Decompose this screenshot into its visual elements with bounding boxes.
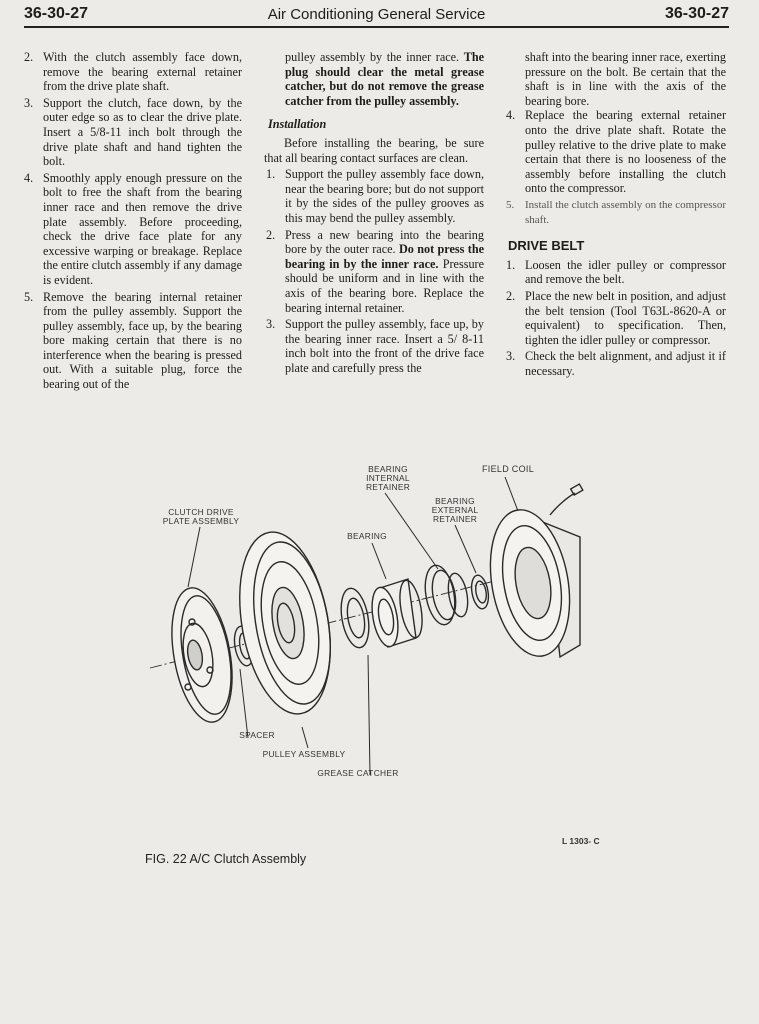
drive-plate-drawing (163, 583, 242, 727)
step-item: 1. Loosen the idler pulley or compressor and remove the belt. (506, 257, 726, 287)
clutch-assembly-figure (140, 455, 610, 795)
page-number-left: 36-30-27 (24, 5, 89, 22)
step-item: 2. With the clutch assembly face down, remove the bearing external retainer from the drive plate shaft. (24, 50, 242, 94)
label-clutch-drive-plate-assembly: CLUTCH DRIVE PLATE ASSEMBLY (162, 507, 240, 526)
step-item: 2. Press a new bearing into the bearing bore by the outer race. Do not press the bearing in by the inner race. Pressure should be uniform and in line with the axis of the bearing bore. Replace the bearing internal retainer. (266, 227, 485, 315)
figure-reference-code: L 1303- C (562, 836, 600, 846)
field-coil-drawing (480, 484, 583, 662)
text-column-1 (22, 50, 242, 394)
installation-steps-continued (504, 108, 726, 227)
grease-catcher-drawing (337, 586, 373, 650)
step-item: 1. Support the pulley assembly face down, near the bearing bore; but do not support it by the sides of the pulley grooves as this may bend the pulley assembly. (266, 167, 484, 225)
step-item: 4. Smoothly apply enough pressure on the bolt to free the shaft from the bearing inner race and then remove the drive plate assembly. Before proceeding, check the drive face plate for any excessive warping or breakage. Replace the entire clutch assembly if any damage is evident. (24, 170, 242, 287)
page-number-right: 36-30-27 (664, 5, 729, 22)
label-bearing: BEARING (347, 531, 387, 541)
figure-caption: FIG. 22 A/C Clutch Assembly (145, 852, 307, 866)
label-spacer: SPACER (239, 730, 275, 740)
label-bearing-internal-retainer: BEARING INTERNAL RETAINER (365, 464, 411, 492)
step-item: 4. Replace the bearing external retainer onto the drive plate shaft. Rotate the pulley relative to the drive plate to make certain that there is no looseness of the assembly before installing the clutch onto the compressor. (506, 108, 726, 196)
label-bearing-external-retainer: BEARING EXTERNAL RETAINER (431, 496, 479, 524)
pulley-assembly-drawing (227, 525, 344, 721)
bearing-drawing (368, 579, 426, 649)
exploded-view-drawing (140, 455, 610, 795)
step-item: 3. Support the pulley assembly, face up, by the bearing inner race. Insert a 5/ 8-11 inch bolt into the front of the drive face plate and carefully press the (266, 317, 484, 375)
continued-paragraph: shaft into the bearing inner race, exerting pressure on the bolt. Be certain that the shaft is in line with the axis of the bearing bore. (525, 50, 726, 108)
running-title: Air Conditioning General Service (267, 6, 486, 23)
step-item: 5. Install the clutch assembly on the compressor shaft. (506, 198, 726, 226)
drive-belt-steps (504, 258, 726, 379)
step-item: 5. Remove the bearing internal retainer from the pulley assembly. Support the pulley assembly, face up, by the bearing bore making certain that there is no interference when the bearing is pressed out. With a suitable plug, force the bearing out of the (24, 289, 242, 392)
label-grease-catcher: GREASE CATCHER (317, 768, 399, 778)
installation-heading: Installation (268, 117, 327, 132)
drive-belt-heading: DRIVE BELT (508, 238, 585, 254)
step-item: 2. Place the new belt in position, and adjust the belt tension (Tool T63L-8620-A or equivalent) to specification. Then, tighten the idler pulley or compressor. (506, 288, 726, 347)
external-retainer-drawing (469, 574, 491, 610)
step-item: 3. Check the belt alignment, and adjust it if necessary. (506, 349, 726, 378)
page-header (24, 2, 729, 28)
internal-retainer-drawing (421, 563, 471, 627)
label-field-coil: FIELD COIL (481, 464, 534, 474)
label-pulley-assembly: PULLEY ASSEMBLY (262, 749, 346, 759)
text-column-3 (504, 50, 726, 380)
step-item: 3. Support the clutch, face down, by the outer edge so as to clear the drive plate. Insert a 5/8-11 inch bolt through the drive plate shaft and hand tighten the bolt. (24, 95, 242, 169)
text-column-2 (264, 50, 484, 377)
installation-intro: Before installing the bearing, be sure that all bearing contact surfaces are clean. (264, 135, 484, 165)
removal-steps (22, 50, 242, 392)
installation-steps (264, 167, 484, 375)
continued-paragraph: pulley assembly by the inner race. The plug should clear the metal grease catcher, but do not remove the grease catcher from the pulley assembly. (285, 50, 485, 108)
